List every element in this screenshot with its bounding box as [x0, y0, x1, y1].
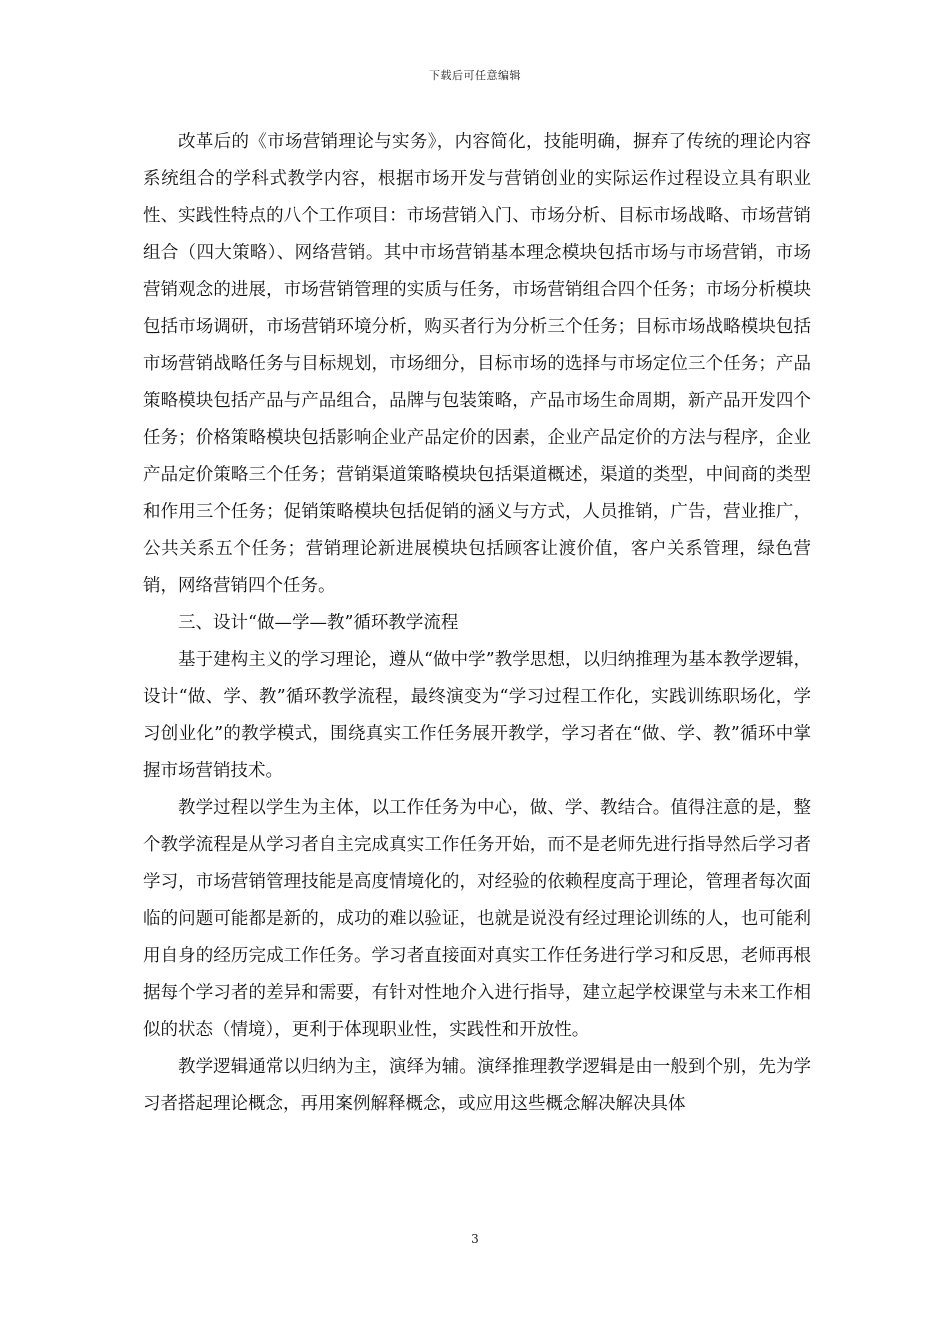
paragraph-teaching-process: 教学过程以学生为主体，以工作任务为中心，做、学、教结合。值得注意的是，整个教学流程是从学习者自主完成真实工作任务开始，而不是老师先进行指导然后学习者学习，市场营销管理技能是高度情境化的，对经验的依赖程度高于理论，管理者每次面临的问题可能都是新的，成功的难以验证，也就是说没有经过理论训练的人，也可能利用自身的经历完成工作任务。学习者直接面对真实工作任务进行学习和反思，老师再根据每个学习者的差异和需要，有针对性地介入进行指导，建立起学校课堂与未来工作相似的状态（情境），更利于体现职业性，实践性和开放性。: [143, 798, 811, 1040]
paragraph-teaching-flow: 基于建构主义的学习理论，遵从“做中学”教学思想，以归纳推理为基本教学逻辑，设计“做、学、教”循环教学流程，最终演变为“学习过程工作化，实践训练职场化，学习创业化”的教学模式，围绕真实工作任务展开教学，学习者在“做、学、教”循环中掌握市场营销技术。: [143, 650, 811, 781]
paragraph-curriculum-reform: 改革后的《市场营销理论与实务》，内容简化，技能明确，摒弃了传统的理论内容系统组合的学科式教学内容，根据市场开发与营销创业的实际运作过程设立具有职业性、实践性特点的八个工作项目：市场营销入门、市场分析、目标市场战略、市场营销组合（四大策略）、网络营销。其中市场营销基本理念模块包括市场与市场营销，市场营销观念的进展，市场营销管理的实质与任务，市场营销组合四个任务；市场分析模块包括市场调研，市场营销环境分析，购买者行为分析三个任务；目标市场战略模块包括市场营销战略任务与目标规划，市场细分，目标市场的选择与市场定位三个任务；产品策略模块包括产品与产品组合，品牌与包装策略，产品市场生命周期，新产品开发四个任务；价格策略模块包括影响企业产品定价的因素，企业产品定价的方法与程序，企业产品定价策略三个任务；营销渠道策略模块包括渠道概述，渠道的类型，中间商的类型和作用三个任务；促销策略模块包括促销的涵义与方式，人员推销，广告，营业推广，公共关系五个任务；营销理论新进展模块包括顾客让渡价值，客户关系管理，绿色营销，网络营销四个任务。: [143, 132, 811, 596]
page-number: 3: [471, 1232, 479, 1246]
page-header: 下载后可任意编辑: [429, 69, 521, 82]
body-text: [143, 124, 811, 1123]
section-heading: 三、设计“做—学—教”循环教学流程: [178, 613, 459, 633]
paragraph-teaching-logic: 教学逻辑通常以归纳为主，演绎为辅。演绎推理教学逻辑是由一般到个别，先为学习者搭起理论概念，再用案例解释概念，或应用这些概念解决解决具体: [143, 1057, 811, 1114]
